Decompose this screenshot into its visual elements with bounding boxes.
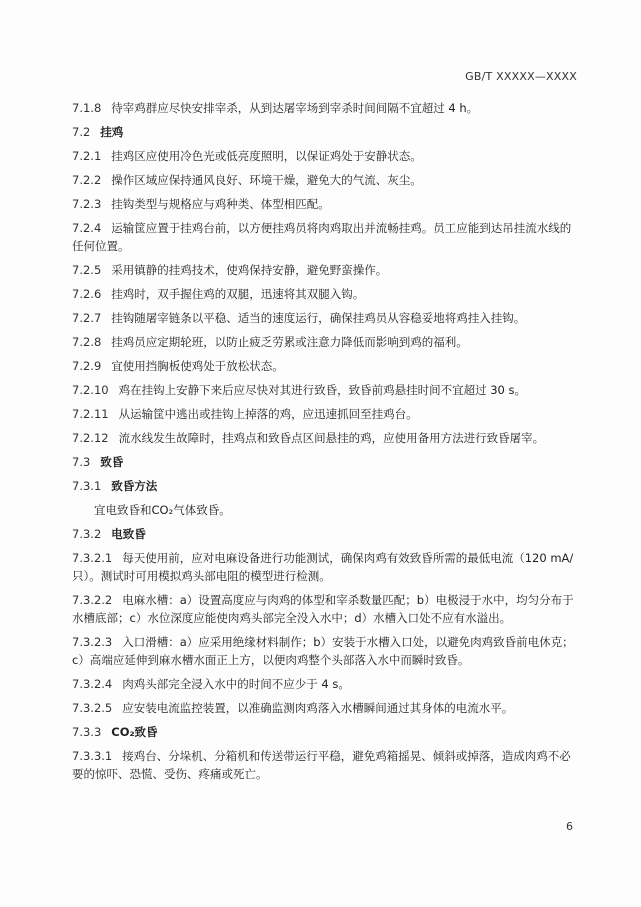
clause-number: 7.3.2.4 [72, 677, 113, 691]
clause-text: 挂鸡区应使用冷色光或低亮度照明，以保证鸡处于安静状态。 [111, 149, 422, 163]
clause-number: 7.3.2 [72, 527, 102, 541]
section-heading-7-3 [72, 453, 582, 471]
clause-number: 7.3 [72, 455, 91, 469]
clause-7-3-2-2 [72, 591, 582, 627]
clause-number: 7.2.5 [72, 263, 102, 277]
clause-text: 接鸡台、分垛机、分箱机和传送带运行平稳，避免鸡箱摇晃、倾斜或掉落，造成肉鸡不必要的惊吓、恐慌、受伤、疼痛或死亡。 [72, 749, 571, 781]
clause-7-3-2-5 [72, 699, 582, 717]
clause-text: 挂鸡员应定期轮班，以防止疲乏劳累或注意力降低而影响到鸡的福利。 [111, 335, 468, 349]
clause-number: 7.3.2.1 [72, 551, 113, 565]
clause-number: 7.2.7 [72, 311, 102, 325]
clause-text: 宜使用挡胸板使鸡处于放松状态。 [111, 359, 284, 373]
clause-7-2-2 [72, 171, 582, 189]
clause-7-2-9 [72, 357, 582, 375]
subsection-heading-7-3-2 [72, 525, 582, 543]
clause-number: 7.2.8 [72, 335, 102, 349]
page-number: 6 [566, 820, 573, 833]
section-title: 挂鸡 [100, 125, 124, 139]
clause-text: 宜电致昏和CO₂气体致昏。 [94, 503, 231, 517]
clause-number: 7.3.3.1 [72, 749, 113, 763]
clause-number: 7.3.1 [72, 479, 102, 493]
clause-number: 7.2.6 [72, 287, 102, 301]
clause-text: 每天使用前，应对电麻设备进行功能测试，确保肉鸡有效致昏所需的最低电流（120 mA/只）。测试时可用模拟鸡头部电阻的模型进行检测。 [72, 551, 574, 583]
clause-7-3-2-4 [72, 675, 582, 693]
subsection-heading-7-3-1 [72, 477, 582, 495]
clause-number: 7.2.1 [72, 149, 102, 163]
clause-number: 7.2.3 [72, 197, 102, 211]
clause-text: 挂钩类型与规格应与鸡种类、体型相匹配。 [111, 197, 330, 211]
subsection-heading-7-3-3 [72, 723, 582, 741]
clause-text: 挂鸡时，双手握住鸡的双腿，迅速将其双腿入钩。 [111, 287, 365, 301]
clause-number: 7.3.2.2 [72, 593, 113, 607]
clause-7-2-7 [72, 309, 582, 327]
clause-7-2-6 [72, 285, 582, 303]
clause-7-2-8 [72, 333, 582, 351]
section-title: 致昏 [100, 455, 124, 469]
section-heading-7-2 [72, 123, 582, 141]
clause-text: 挂钩随屠宰链条以平稳、适当的速度运行，确保挂鸡员从容稳妥地将鸡挂入挂钩。 [111, 311, 526, 325]
clause-number: 7.2.9 [72, 359, 102, 373]
clause-text: 操作区域应保持通风良好、环境干燥，避免大的气流、灰尘。 [111, 173, 422, 187]
clause-text: 应安装电流监控装置，以准确监测肉鸡落入水槽瞬间通过其身体的电流水平。 [122, 701, 514, 715]
clause-number: 7.2.2 [72, 173, 102, 187]
clause-number: 7.3.3 [72, 725, 102, 739]
clause-text: 从运输筐中逃出或挂钩上掉落的鸡，应迅速抓回至挂鸡台。 [118, 407, 418, 421]
subsection-title: CO₂致昏 [111, 725, 158, 739]
clause-number: 7.1.8 [72, 101, 102, 115]
clause-7-2-4 [72, 219, 582, 255]
clause-number: 7.2.11 [72, 407, 109, 421]
clause-number: 7.2.10 [72, 383, 109, 397]
clause-text: 肉鸡头部完全浸入水中的时间不应少于 4 s。 [122, 677, 350, 691]
document-body [72, 99, 582, 789]
clause-7-3-2-1 [72, 549, 582, 585]
clause-text: 待宰鸡群应尽快安排宰杀，从到达屠宰场到宰杀时间间隔不宜超过 4 h。 [111, 101, 479, 115]
stunning-methods-text [72, 501, 582, 519]
clause-text: 运输筐应置于挂鸡台前，以方便挂鸡员将肉鸡取出并流畅挂鸡。员工应能到达吊挂流水线的任何位置。 [72, 221, 572, 253]
clause-number: 7.2 [72, 125, 91, 139]
clause-7-3-3-1 [72, 747, 582, 783]
clause-7-2-3 [72, 195, 582, 213]
clause-text: 入口滑槽：a）应采用绝缘材料制作；b）安装于水槽入口处，以避免肉鸡致昏前电休克；c）高端应延伸到麻水槽水面正上方，以便肉鸡整个头部落入水中而瞬时致昏。 [72, 635, 574, 667]
clause-number: 7.2.4 [72, 221, 102, 235]
clause-text: 流水线发生故障时，挂鸡点和致昏点区间悬挂的鸡，应使用备用方法进行致昏屠宰。 [118, 431, 545, 445]
clause-7-2-11 [72, 405, 582, 423]
clause-text: 采用镇静的挂鸡技术，使鸡保持安静，避免野蛮操作。 [111, 263, 388, 277]
clause-7-1-8 [72, 99, 582, 117]
clause-7-2-1 [72, 147, 582, 165]
clause-number: 7.3.2.5 [72, 701, 113, 715]
clause-7-2-12 [72, 429, 582, 447]
clause-text: 电麻水槽：a）设置高度应与肉鸡的体型和宰杀数量匹配；b）电极浸于水中，均匀分布于水槽底部；c）水位深度应能使肉鸡头部完全没入水中；d）水槽入口处不应有水溢出。 [72, 593, 574, 625]
clause-number: 7.3.2.3 [72, 635, 113, 649]
clause-7-2-5 [72, 261, 582, 279]
standard-code: GB/T XXXXX—XXXX [465, 70, 577, 83]
clause-7-3-2-3 [72, 633, 582, 669]
clause-text: 鸡在挂钩上安静下来后应尽快对其进行致昏，致昏前鸡悬挂时间不宜超过 30 s。 [118, 383, 527, 397]
clause-number: 7.2.12 [72, 431, 109, 445]
clause-7-2-10 [72, 381, 582, 399]
subsection-title: 电致昏 [111, 527, 146, 541]
subsection-title: 致昏方法 [111, 479, 158, 493]
